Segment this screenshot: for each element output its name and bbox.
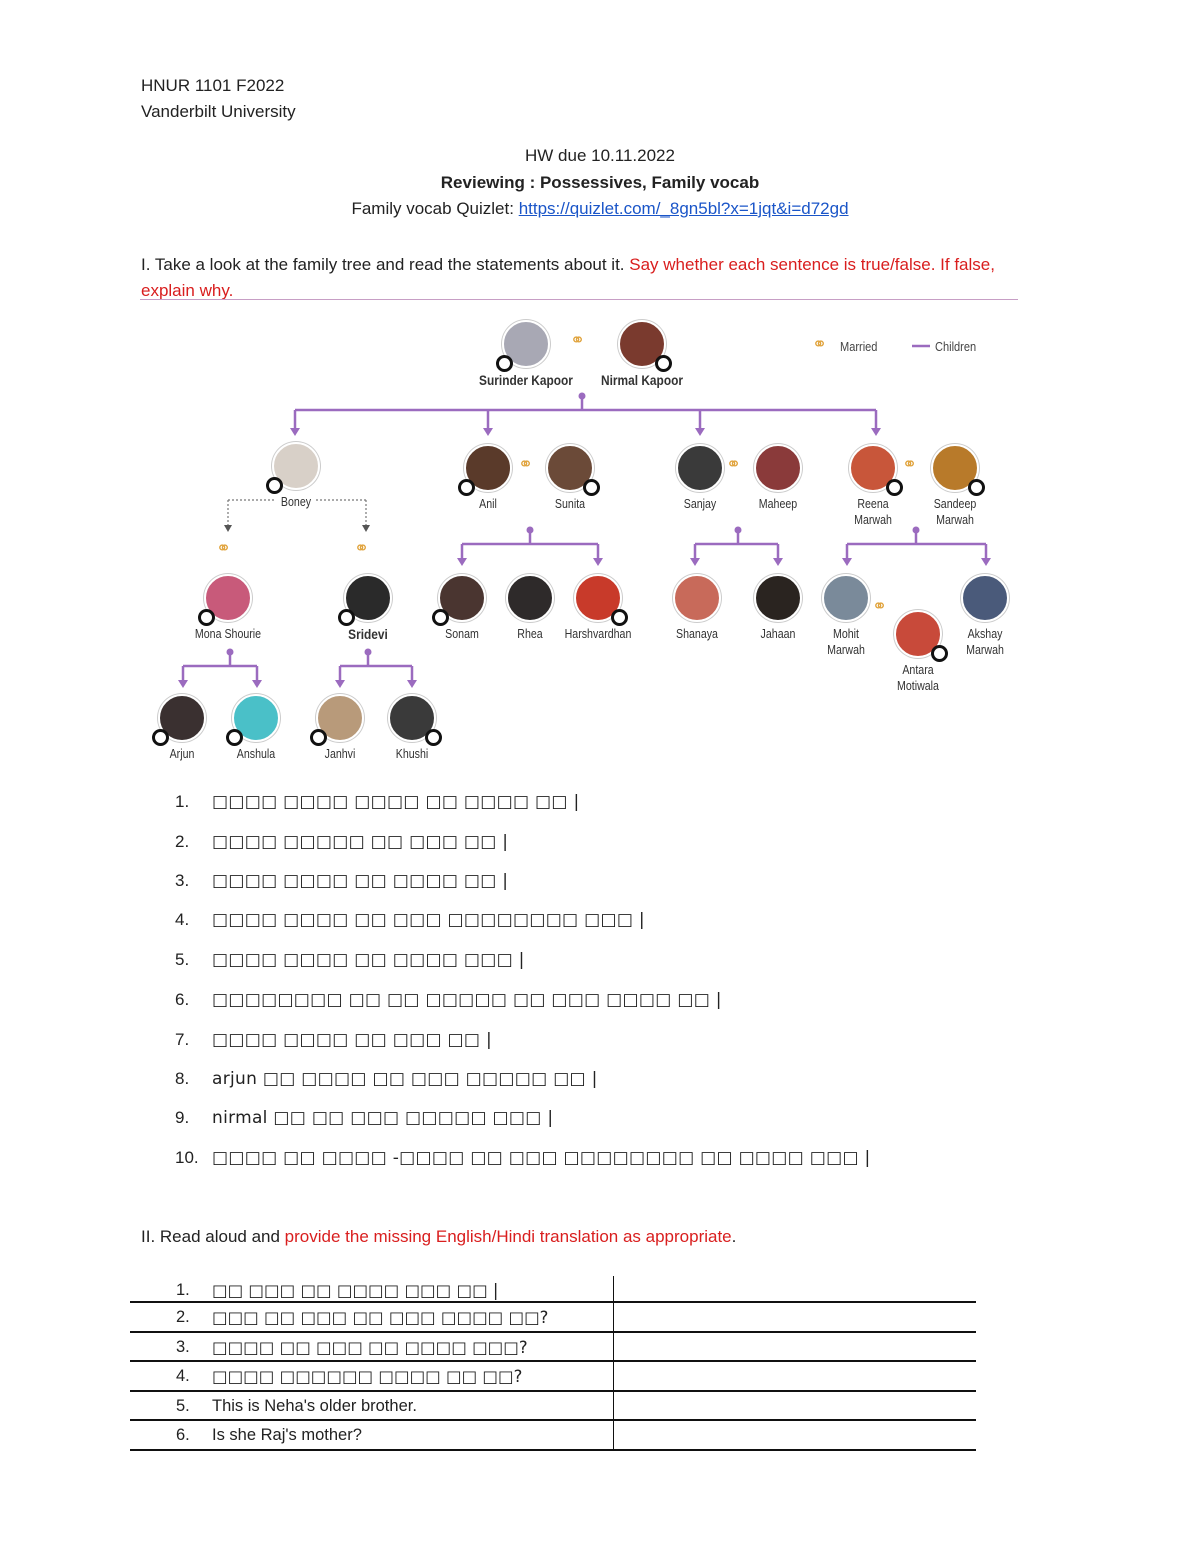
question-item [175, 910, 645, 930]
question-item [175, 832, 508, 852]
question-item [175, 950, 525, 970]
row-number: 4. [176, 1367, 190, 1385]
avatar [388, 694, 436, 742]
quizlet-line [0, 199, 1200, 219]
table-row [130, 1276, 976, 1303]
row-text: □□□□ □□□□□□ □□□□ □□ □□? [212, 1367, 523, 1386]
person-mona: Mona Shourie [168, 574, 288, 642]
married-icon: ⚭ [354, 538, 370, 559]
person-surinder: Surinder Kapoor [466, 320, 586, 388]
person-boney: Boney [236, 442, 356, 510]
question-text: □□□□ □□□□□ □□ □□□ □□ | [212, 832, 509, 852]
person-sridevi: Sridevi [308, 574, 428, 642]
table-row [130, 1333, 976, 1363]
row-text: Is she Raj's mother? [212, 1426, 362, 1444]
person-antara: Antara Motiwala [858, 610, 978, 694]
question-item [175, 1108, 553, 1128]
question-text: □□□□ □□ □□□□ -□□□□ □□ □□□ □□□□□□□□ □□ □□□□ □□□ | [212, 1148, 871, 1168]
avatar [676, 444, 724, 492]
legend-married: Married [840, 339, 878, 354]
person-rhea: Rhea [470, 574, 590, 642]
person-anil: Anil [428, 444, 548, 512]
question-number: 2. [175, 832, 190, 851]
person-jahaan: Jahaan [718, 574, 838, 642]
person-sonam: Sonam [402, 574, 522, 642]
avatar [618, 320, 666, 368]
married-icon: ⚭ [518, 454, 534, 475]
married-icon: ⚭ [570, 330, 586, 351]
avatar [961, 574, 1009, 622]
row-number: 1. [176, 1281, 190, 1299]
question-item [175, 871, 508, 891]
question-text: □□□□□□□□ □□ □□ □□□□□ □□ □□□ □□□□ □□ | [212, 990, 722, 1010]
row-number: 2. [176, 1308, 190, 1326]
married-icon: ⚭ [216, 538, 232, 559]
person-arjun: Arjun [122, 694, 242, 762]
person-sanjay: Sanjay [640, 444, 760, 512]
avatar [272, 442, 320, 490]
quizlet-link[interactable]: https://quizlet.com/_8gn5bl?x=1jqt&i=d72gd [518, 199, 849, 218]
row-number: 3. [176, 1337, 190, 1356]
avatar [546, 444, 594, 492]
person-akshay: Akshay Marwah [925, 574, 1045, 658]
question-text: □□□□ □□□□ □□ □□□□ □□□ | [212, 950, 525, 970]
row-text: This is Neha's older brother. [212, 1396, 417, 1415]
university-name: Vanderbilt University [141, 102, 296, 121]
translation-table [130, 1276, 976, 1451]
quizlet-label: Family vocab Quizlet: [351, 199, 519, 218]
row-number: 5. [176, 1396, 190, 1415]
question-number: 8. [175, 1069, 190, 1088]
question-item [175, 1069, 598, 1089]
question-text: □□□□ □□□□ □□ □□□ □□□□□□□□ □□□ | [212, 910, 645, 930]
avatar [754, 444, 802, 492]
question-number: 7. [175, 1030, 190, 1049]
person-reena: Reena Marwah [813, 444, 933, 528]
person-anshula: Anshula [196, 694, 316, 762]
section-1-instructions [141, 252, 1001, 304]
avatar [849, 444, 897, 492]
section-2-task: provide the missing English/Hindi translation as appropriate [284, 1227, 732, 1246]
question-text: □□□□ □□□□ □□□□ □□ □□□□ □□ | [212, 792, 580, 812]
table-row [130, 1303, 976, 1333]
question-number: 9. [175, 1108, 190, 1127]
question-number: 5. [175, 950, 190, 969]
question-text: nirmal □□ □□ □□□ □□□□□ □□□ | [212, 1108, 554, 1128]
person-harshvardhan: Harshvardhan [538, 574, 658, 642]
table-row [130, 1421, 976, 1451]
married-icon: ⚭ [726, 454, 742, 475]
question-item [175, 792, 580, 812]
question-text: □□□□ □□□□ □□ □□□□ □□ | [212, 871, 509, 891]
row-number: 6. [176, 1426, 190, 1444]
family-tree [150, 312, 1050, 782]
question-item [175, 990, 722, 1010]
person-sunita: Sunita [510, 444, 630, 512]
avatar [344, 574, 392, 622]
question-number: 4. [175, 910, 190, 929]
table-row [130, 1362, 976, 1392]
reviewing-topics: Reviewing : Possessives, Family vocab [440, 173, 760, 192]
person-maheep: Maheep [718, 444, 838, 512]
course-code: HNUR 1101 F2022 [141, 76, 285, 95]
section-divider [140, 299, 1018, 300]
married-icon: ⚭ [902, 454, 918, 475]
row-text: □□□□ □□ □□□ □□ □□□□ □□□? [212, 1337, 528, 1357]
avatar [673, 574, 721, 622]
person-sandeep: Sandeep Marwah [895, 444, 1015, 528]
avatar [931, 444, 979, 492]
question-number: 1. [175, 792, 190, 811]
avatar [464, 444, 512, 492]
avatar [232, 694, 280, 742]
avatar [502, 320, 550, 368]
section-1-intro: I. Take a look at the family tree and read the statements about it. [141, 255, 630, 274]
section-2-instructions: II. Read aloud and provide the missing English/Hindi translation as appropriate. [141, 1227, 737, 1246]
question-text: □□□□ □□□□ □□ □□□ □□ | [212, 1030, 492, 1050]
question-item [175, 1030, 492, 1050]
person-khushi: Khushi [352, 694, 472, 762]
person-shanaya: Shanaya [637, 574, 757, 642]
question-number: 6. [175, 990, 190, 1009]
hw-due-date: HW due 10.11.2022 [525, 146, 675, 165]
avatar [574, 574, 622, 622]
person-janhvi: Janhvi [280, 694, 400, 762]
avatar [204, 574, 252, 622]
table-row [130, 1392, 976, 1422]
section-1-task: Say whether each sentence is true/false. If false, explain why. [141, 255, 995, 300]
married-legend-icon: ⚭ [812, 334, 828, 355]
question-item [175, 1148, 871, 1168]
row-text: □□ □□□ □□ □□□□ □□□ □□ | [212, 1281, 499, 1300]
question-number: 3. [175, 871, 190, 890]
married-icon: ⚭ [872, 596, 888, 617]
legend-children: Children [935, 339, 977, 354]
question-number: 10. [175, 1148, 199, 1167]
section-2-intro: II. Read aloud and [141, 1227, 285, 1246]
person-mohit: Mohit Marwah [786, 574, 906, 658]
person-nirmal: Nirmal Kapoor [582, 320, 702, 388]
row-text: □□□ □□ □□□ □□ □□□ □□□□ □□? [212, 1308, 549, 1327]
question-text: arjun □□ □□□□ □□ □□□ □□□□□ □□ | [212, 1069, 598, 1089]
